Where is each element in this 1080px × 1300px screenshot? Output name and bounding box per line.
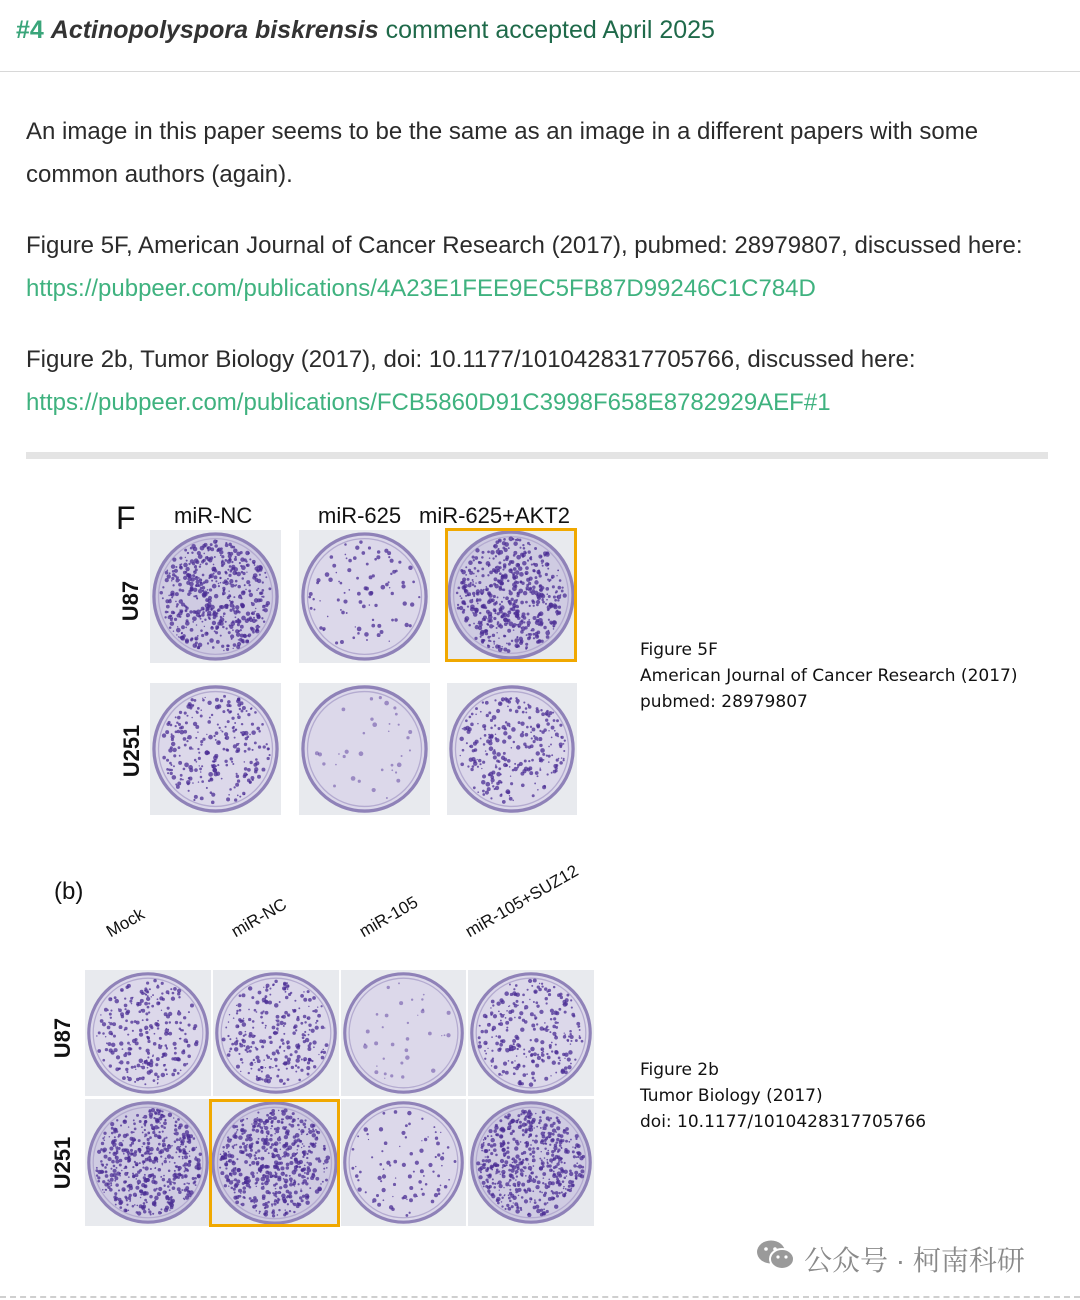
bottom-divider: [0, 1296, 1080, 1298]
colony-dish-image: [447, 683, 577, 815]
reference-1-link[interactable]: https://pubpeer.com/publications/4A23E1FEE9EC5FB87D99246C1C784D: [26, 275, 816, 302]
colony-dish-image-highlighted: [209, 1099, 340, 1227]
figure-f-col-label: miR-625+AKT2: [419, 503, 571, 528]
colony-dish-image: [85, 970, 211, 1096]
comment-number[interactable]: #4: [16, 16, 44, 44]
comment-header: [0, 0, 1080, 72]
figure-f-col-label: miR-625: [318, 503, 402, 528]
caption-line: pubmed: 28979807: [640, 692, 808, 712]
figure-f-col-label: miR-NC: [174, 503, 253, 528]
figure-b-row-label: U87: [50, 1017, 75, 1059]
caption-line: Figure 2b: [640, 1060, 719, 1080]
colony-dish-image-highlighted: [445, 528, 577, 662]
comment-intro: An image in this paper seems to be the same as an image in a different papers with some common authors (again).: [26, 118, 979, 188]
colony-dish-image: [341, 970, 466, 1096]
figure-f-row-label: U87: [118, 580, 143, 622]
colony-dish-image: [85, 1099, 211, 1226]
colony-dish-image: [468, 1099, 594, 1226]
comment-status: comment accepted April 2025: [385, 16, 715, 44]
caption-line: Figure 5F: [640, 640, 718, 660]
reference-2-link[interactable]: https://pubpeer.com/publications/FCB5860D91C3998F658E8782929AEF#1: [26, 389, 831, 416]
reference-2-text: Figure 2b, Tumor Biology (2017), doi: 10.1177/1010428317705766, discussed here:: [26, 346, 916, 373]
reference-2: [26, 338, 1056, 424]
colony-dish-image: [299, 530, 430, 663]
taxon-name[interactable]: Actinopolyspora biskrensis: [50, 16, 379, 44]
colony-dish-image: [468, 970, 594, 1096]
wechat-icon: [756, 1238, 796, 1279]
figure-b-col-label: miR-105: [356, 892, 422, 942]
colony-dish-image: [213, 970, 339, 1096]
figure-f-caption: [640, 637, 1017, 715]
reference-1: [26, 224, 1056, 310]
caption-line: Tumor Biology (2017): [640, 1086, 823, 1106]
reference-1-text: Figure 5F, American Journal of Cancer Research (2017), pubmed: 28979807, discussed here:: [26, 232, 1023, 259]
watermark: [756, 1238, 1025, 1279]
caption-line: doi: 10.1177/1010428317705766: [640, 1112, 927, 1132]
figure-b-caption: [640, 1057, 926, 1135]
figure-b-letter: (b): [54, 878, 84, 905]
colony-dish-image: [341, 1099, 466, 1226]
caption-line: American Journal of Cancer Research (2017): [640, 666, 1018, 686]
figure-b-row-label: U251: [50, 1136, 75, 1190]
header-line: [16, 16, 715, 45]
section-divider: [26, 452, 1048, 459]
figure-f-row-label: U251: [119, 724, 144, 778]
figure-f-letter: F: [116, 500, 136, 536]
watermark-text: 公众号 · 柯南科研: [804, 1244, 1025, 1276]
colony-dish-image: [299, 683, 430, 815]
colony-dish-image: [150, 683, 281, 815]
figure-b-col-label: miR-105+SUZ12: [462, 861, 582, 942]
figure-b-col-label: miR-NC: [228, 894, 290, 942]
figure-b-col-label: Mock: [103, 904, 148, 942]
colony-dish-image: [150, 530, 281, 663]
